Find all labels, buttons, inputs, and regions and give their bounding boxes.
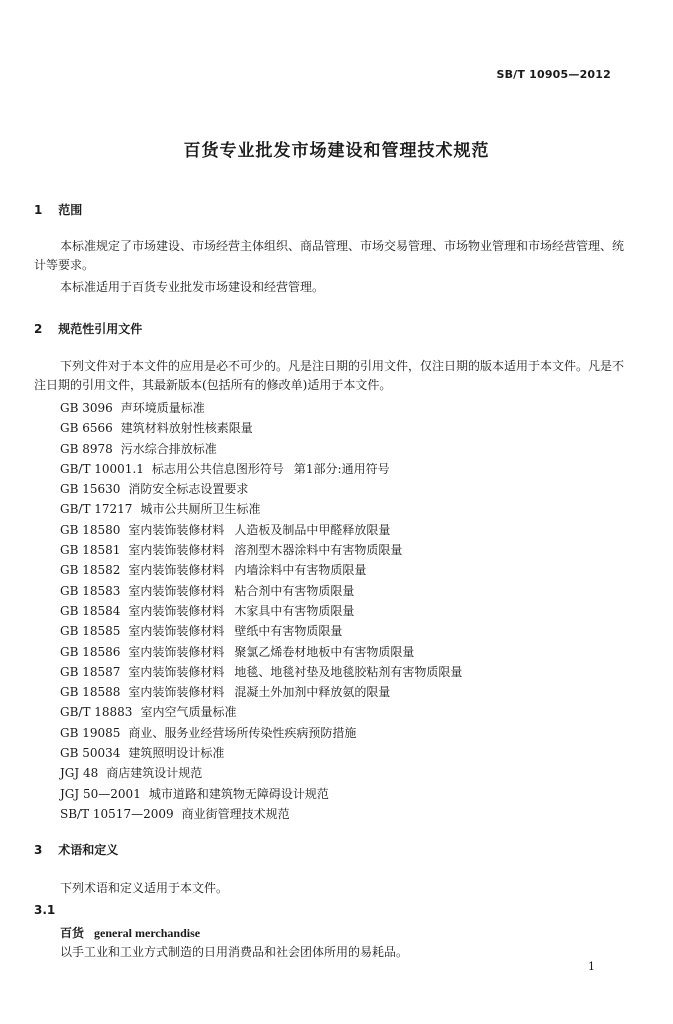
reference-item: [60, 520, 462, 540]
reference-name: 建筑材料放射性核素限量: [120, 421, 253, 436]
reference-name: 室内装饰装修材料: [128, 603, 225, 618]
reference-code: GB 18582: [60, 563, 121, 578]
reference-item: [60, 499, 462, 519]
reference-name: 标志用公共信息图形符号: [151, 461, 284, 476]
reference-list: [60, 398, 462, 824]
scope-text-2: 本标准适用于百货专业批发市场建设和经营管理。: [60, 280, 325, 294]
section-heading-normative-references: [34, 320, 142, 337]
reference-code: GB 18588: [60, 685, 121, 700]
reference-code: JGJ 50—2001: [60, 786, 141, 801]
reference-name: 城市公共厕所卫生标准: [140, 502, 261, 517]
reference-code: GB/T 18883: [60, 705, 133, 720]
reference-code: GB 18583: [60, 583, 121, 598]
reference-item: [60, 702, 462, 722]
reference-code: GB 6566: [60, 421, 113, 436]
reference-code: GB 18580: [60, 522, 121, 537]
reference-code: SB/T 10517—2009: [60, 806, 174, 821]
reference-item: [60, 601, 462, 621]
reference-name: 声环境质量标准: [120, 401, 205, 415]
reference-name: 消防安全标志设置要求: [128, 482, 249, 497]
reference-item: [60, 723, 462, 743]
reference-subtitle: 内墙涂料中有害物质限量: [234, 563, 367, 578]
reference-code: GB 19085: [60, 725, 121, 740]
section-heading-scope: [34, 201, 82, 218]
reference-name: 室内装饰装修材料: [128, 583, 225, 598]
term-definition: 以手工业和工业方式制造的日用消费品和社会团体所用的易耗品。: [60, 945, 409, 959]
section-title: 术语和定义: [58, 843, 119, 857]
reference-code: GB 8978: [60, 441, 113, 456]
reference-code: JGJ 48: [60, 766, 99, 781]
reference-name: 室内装饰装修材料: [128, 522, 225, 537]
reference-name: 室内装饰装修材料: [128, 664, 225, 679]
reference-code: GB 15630: [60, 482, 121, 497]
normative-intro-paragraph: [34, 357, 624, 395]
reference-name: 城市道路和建筑物无障碍设计规范: [148, 786, 329, 801]
standard-code: SB/T 10905—2012: [496, 68, 611, 81]
reference-name: 室内装饰装修材料: [128, 644, 225, 659]
reference-subtitle: 溶剂型木器涂料中有害物质限量: [234, 543, 403, 558]
reference-code: GB/T 10001.1: [60, 461, 144, 476]
reference-item: [60, 459, 462, 479]
reference-subtitle: 地毯、地毯衬垫及地毯胶粘剂有害物质限量: [234, 664, 463, 679]
reference-name: 室内装饰装修材料: [128, 543, 225, 558]
reference-item: [60, 743, 462, 763]
reference-item: [60, 540, 462, 560]
section-number: 2: [34, 322, 43, 336]
reference-code: GB 50034: [60, 746, 121, 761]
reference-item: [60, 662, 462, 682]
reference-name: 商业、服务业经营场所传染性疾病预防措施: [128, 725, 357, 740]
reference-item: [60, 804, 462, 824]
reference-subtitle: 壁纸中有害物质限量: [234, 624, 343, 639]
reference-code: GB 18585: [60, 624, 121, 639]
reference-name: 室内装饰装修材料: [128, 563, 225, 578]
term-number: 3.1: [34, 903, 56, 917]
reference-name: 商业街管理技术规范: [181, 806, 290, 821]
reference-subtitle: 第1部分:通用符号: [293, 461, 390, 476]
reference-item: [60, 682, 462, 702]
reference-subtitle: 人造板及制品中甲醛释放限量: [234, 522, 391, 537]
reference-code: GB 3096: [60, 401, 113, 415]
reference-item: [60, 784, 462, 804]
reference-item: [60, 763, 462, 783]
reference-subtitle: 木家具中有害物质限量: [234, 603, 355, 618]
reference-name: 商店建筑设计规范: [106, 766, 203, 781]
reference-subtitle: 粘合剂中有害物质限量: [234, 583, 355, 598]
scope-text-1: 本标准规定了市场建设、市场经营主体组织、商品管理、市场交易管理、市场物业管理和市场经营管理、统计等要求。: [34, 239, 625, 272]
reference-name: 建筑照明设计标准: [128, 746, 225, 761]
reference-item: [60, 398, 462, 418]
reference-code: GB 18584: [60, 603, 121, 618]
reference-name: 污水综合排放标准: [120, 441, 217, 456]
reference-name: 室内空气质量标准: [140, 705, 237, 720]
reference-code: GB 18587: [60, 664, 121, 679]
reference-item: [60, 560, 462, 580]
term-chinese: 百货: [60, 926, 85, 940]
term-english: general merchandise: [94, 926, 201, 940]
terms-intro: 下列术语和定义适用于本文件。: [60, 881, 229, 895]
document-title: 百货专业批发市场建设和管理技术规范: [183, 141, 490, 161]
reference-item: [60, 479, 462, 499]
reference-item: [60, 439, 462, 459]
section-heading-terms: [34, 841, 118, 858]
reference-code: GB/T 17217: [60, 502, 133, 517]
reference-item: [60, 418, 462, 438]
scope-paragraph-2: [34, 278, 624, 297]
reference-code: GB 18581: [60, 543, 121, 558]
term-heading: [60, 924, 200, 941]
section-title: 范围: [58, 203, 83, 217]
reference-subtitle: 混凝土外加剂中释放氨的限量: [234, 685, 391, 700]
section-number: 3: [34, 843, 43, 857]
page-number: 1: [588, 960, 595, 973]
section-title: 规范性引用文件: [58, 322, 143, 336]
reference-item: [60, 581, 462, 601]
reference-item: [60, 621, 462, 641]
scope-paragraph-1: [34, 237, 624, 275]
reference-subtitle: 聚氯乙烯卷材地板中有害物质限量: [234, 644, 415, 659]
normative-intro-text: 下列文件对于本文件的应用是必不可少的。凡是注日期的引用文件，仅注日期的版本适用于本文件。凡是不注日期的引用文件，其最新版本(包括所有的修改单)适用于本文件。: [34, 359, 625, 392]
reference-name: 室内装饰装修材料: [128, 685, 225, 700]
reference-name: 室内装饰装修材料: [128, 624, 225, 639]
reference-code: GB 18586: [60, 644, 121, 659]
reference-item: [60, 642, 462, 662]
section-number: 1: [34, 203, 43, 217]
